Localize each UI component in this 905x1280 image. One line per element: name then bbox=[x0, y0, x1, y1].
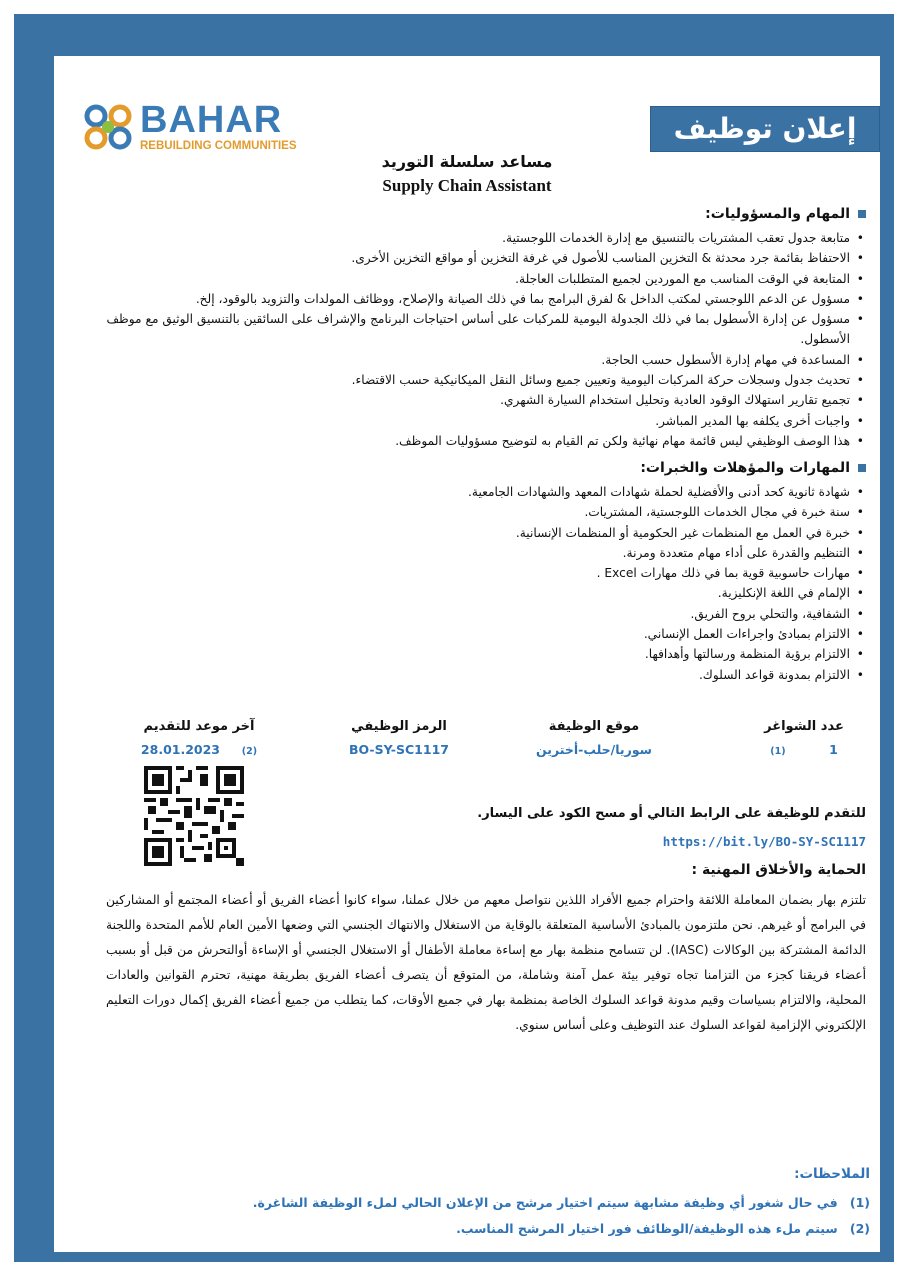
location-column bbox=[514, 716, 674, 762]
responsibilities-heading-row bbox=[86, 204, 866, 224]
protection-text: تلتزم بهار بضمان المعاملة اللائقة واحترام جميع الأفراد اللذين نتواصل معهم من خلال عملنا، سواء كانوا أعضاء الفريق أو أعضاء المجتمع أو المشاركين في البرامج أو غيرهم. نحن ملتزمون بالمبادئ الأساسية المتعلقة بالوقاية من الاستغلال والانتهاك الجنسي التي وضعها الأمين العام للأمم المتحدة واللجنة الدائمة المشتركة بين الوكالات (IASC). لن تتسامح منظمة بهار مع إساءة معاملة الأطفال أو الاستغلال الجنسي أو الإساءة أوالتحرش من قبل أو بسبب أعضاء فريقنا كجزء من التزامنا تجاه توفير بيئة عمل آمنة وشاملة، من المتوقع أن يتصرف أعضاء الفريق بطريقة مهنية، تحترم القوانين والعادات المحلية، والالتزام بسياسات وقيم مدونة قواعد السلوك الخاصة بمنظمة بهار في جميع الأوقات، كما يتطلب من جميع أعضاء الفريق إكمال دورات التعليم الإلكتروني الإلزامية لقواعد السلوك عند التوظيف وعلى أساس سنوي. bbox=[106, 893, 866, 1032]
apply-link[interactable]: https://bit.ly/BO-SY-SC1117 bbox=[662, 834, 866, 849]
list-item: • تحديث جدول وسجلات حركة المركبات اليومية وتعيين جميع وسائل النقل الميكانيكية حسب الاقتضاء. bbox=[86, 370, 850, 390]
list-item: • مهارات حاسوبية قوية بما في ذلك مهارات Excel . bbox=[86, 563, 850, 583]
deadline-note: (2) bbox=[241, 746, 258, 757]
note-number: (2) bbox=[849, 1221, 870, 1236]
note-item bbox=[150, 1216, 870, 1242]
list-item: • متابعة جدول تعقب المشتريات بالتنسيق مع إدارة الخدمات اللوجستية. bbox=[86, 228, 850, 248]
location-header: موقع الوظيفة bbox=[548, 719, 640, 734]
note-number: (1) bbox=[849, 1195, 870, 1210]
brand-name: BAHAR bbox=[140, 99, 283, 141]
positions-note: (1) bbox=[770, 746, 786, 757]
list-item: • واجبات أخرى يكلفه بها المدير المباشر. bbox=[86, 411, 850, 431]
responsibilities-list bbox=[86, 228, 866, 451]
protection-heading: الحماية والأخلاق المهنية : bbox=[691, 862, 866, 878]
qr-code[interactable] bbox=[144, 766, 244, 866]
qr-code-icon bbox=[144, 766, 244, 866]
notes-section bbox=[150, 1166, 870, 1242]
code-header: الرمز الوظيفي bbox=[351, 719, 447, 734]
note-text: سيتم ملء هذه الوظيفة/الوظائف فور اختيار المرشح المناسب. bbox=[456, 1221, 838, 1236]
list-item: • الالتزام برؤية المنظمة ورسالتها وأهدافها. bbox=[86, 644, 850, 664]
location-value: سوريا/حلب-أخترين bbox=[536, 742, 652, 757]
qualifications-section bbox=[86, 458, 866, 685]
page-border bbox=[14, 14, 894, 1262]
deadline-value: 28.01.2023 bbox=[140, 742, 220, 757]
brand-tagline: REBUILDING COMMUNITIES bbox=[140, 140, 297, 152]
qualifications-heading: المهارات والمؤهلات والخبرات: bbox=[640, 460, 850, 476]
job-title-ar: مساعد سلسلة التوريد bbox=[381, 152, 553, 171]
deadline-value-row bbox=[124, 738, 274, 764]
list-item: • شهادة ثانوية كحد أدنى والأفضلية لحملة شهادات المعهد والشهادات الجامعية. bbox=[86, 482, 850, 502]
document-page bbox=[54, 56, 880, 1252]
list-item: • الشفافية، والتحلي بروح الفريق. bbox=[86, 604, 850, 624]
list-item: • المساعدة في مهام إدارة الأسطول حسب الحاجة. bbox=[86, 350, 850, 370]
apply-instructions: للتقدم للوظيفة على الرابط التالي أو مسح الكود على اليسار. bbox=[477, 806, 866, 821]
list-item: • التنظيم والقدرة على أداء مهام متعددة ومرنة. bbox=[86, 543, 850, 563]
notes-heading: الملاحظات: bbox=[794, 1166, 870, 1182]
code-column bbox=[334, 716, 464, 762]
list-item: • تجميع تقارير استهلاك الوقود العادية وتحليل استخدام السيارة الشهري. bbox=[86, 390, 850, 410]
list-item: • خبرة في العمل مع المنظمات غير الحكومية أو المنظمات الإنسانية. bbox=[86, 523, 850, 543]
qualifications-list bbox=[86, 482, 866, 685]
list-item: • الالتزام بمبادئ واجراءات العمل الإنساني. bbox=[86, 624, 850, 644]
deadline-column bbox=[124, 716, 274, 764]
deadline-header: آخر موعد للتقديم bbox=[143, 719, 255, 734]
positions-value-row bbox=[744, 738, 864, 764]
job-title-en: Supply Chain Assistant bbox=[382, 176, 552, 195]
positions-header: عدد الشواغر bbox=[764, 719, 844, 734]
list-item: • مسؤول عن إدارة الأسطول بما في ذلك الجدولة اليومية للمركبات على أساس احتياجات البرنامج والإشراف على السائقين بالتنسيق الوثيق مع موظف الأسطول. bbox=[86, 309, 850, 350]
responsibilities-section bbox=[86, 204, 866, 451]
vacancy-details bbox=[124, 716, 864, 766]
list-item: • سنة خبرة في مجال الخدمات اللوجستية، المشتريات. bbox=[86, 502, 850, 522]
note-item bbox=[150, 1190, 870, 1216]
note-text: في حال شغور أي وظيفة مشابهة سيتم اختيار مرشح من الإعلان الحالي لملء الوظيفة الشاغرة. bbox=[252, 1195, 838, 1210]
list-item: • هذا الوصف الوظيفي ليس قائمة مهام نهائية ولكن تم القيام به لتوضيح مسؤوليات الموظف. bbox=[86, 431, 850, 451]
list-item: • الالتزام بمدونة قواعد السلوك. bbox=[86, 665, 850, 685]
responsibilities-heading: المهام والمسؤوليات: bbox=[705, 206, 850, 222]
list-item: • الاحتفاظ بقائمة جرد محدثة & التخزين المناسب للأصول في غرفة التخزين أو مواقع التخزين الأخرى. bbox=[86, 248, 850, 268]
positions-value: 1 bbox=[829, 742, 838, 757]
square-bullet-icon bbox=[858, 464, 866, 472]
list-item: • مسؤول عن الدعم اللوجستي لمكتب الداخل & لفرق البرامج بما في ذلك الصيانة والإصلاح، ووظائف المولدات والتزويد بالوقود، إلخ. bbox=[86, 289, 850, 309]
announcement-banner: إعلان توظيف bbox=[650, 106, 880, 152]
list-item: • المتابعة في الوقت المناسب مع الموردين لجميع المتطلبات العاجلة. bbox=[86, 269, 850, 289]
code-value: BO-SY-SC1117 bbox=[349, 742, 449, 757]
bahar-logo-icon bbox=[82, 100, 136, 154]
qualifications-heading-row bbox=[86, 458, 866, 478]
list-item: • الإلمام في اللغة الإنكليزية. bbox=[86, 583, 850, 603]
positions-column bbox=[744, 716, 864, 764]
bahar-logo bbox=[82, 98, 312, 154]
square-bullet-icon bbox=[858, 210, 866, 218]
